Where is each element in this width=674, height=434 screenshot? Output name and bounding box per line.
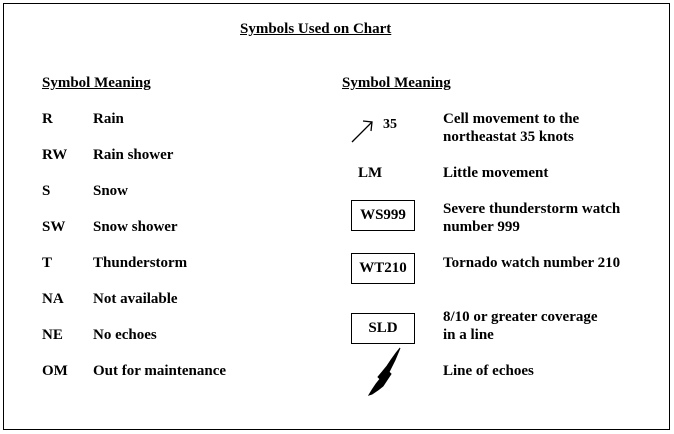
boxed-symbol: SLD (351, 313, 415, 344)
symbol-code: T (42, 255, 53, 271)
symbol-meaning: Severe thunderstorm watch (443, 201, 621, 217)
symbol-meaning: Rain (93, 111, 124, 127)
symbol-code: S (42, 183, 51, 199)
symbol-meaning: Snow (93, 183, 129, 199)
symbol-meaning: Little movement (443, 165, 549, 181)
symbol-meaning: northeastat 35 knots (443, 129, 574, 145)
symbol-meaning: in a line (443, 327, 494, 343)
symbol-meaning: Rain shower (93, 147, 174, 163)
symbol-meaning: 8/10 or greater coverage (443, 309, 598, 325)
symbol-meaning: Cell movement to the (443, 111, 580, 127)
arrow-northeast-icon (350, 116, 378, 144)
symbol-code: RW (42, 147, 68, 163)
symbol-meaning: Out for maintenance (93, 363, 227, 379)
symbol-code: NA (42, 291, 64, 307)
symbol-meaning: number 999 (443, 219, 520, 235)
symbol-code: OM (42, 363, 68, 379)
symbol-meaning: Snow shower (93, 219, 178, 235)
symbol-meaning: Line of echoes (443, 363, 534, 379)
page-title: Symbols Used on Chart (240, 21, 392, 37)
symbol-code: R (42, 111, 53, 127)
symbol-code: NE (42, 327, 63, 343)
boxed-symbol: WS999 (351, 200, 415, 231)
boxed-symbol: WT210 (351, 253, 415, 284)
movement-speed-label: 35 (383, 117, 397, 132)
symbol-code: LM (358, 165, 383, 181)
symbol-meaning: Thunderstorm (93, 255, 188, 271)
symbol-code: SW (42, 219, 66, 235)
symbol-meaning: Tornado watch number 210 (443, 255, 621, 271)
right-column-header: Symbol Meaning (342, 75, 451, 91)
symbol-meaning: Not available (93, 291, 178, 307)
line-of-echoes-icon (364, 346, 404, 396)
left-column-header: Symbol Meaning (42, 75, 151, 91)
symbol-meaning: No echoes (93, 327, 157, 343)
